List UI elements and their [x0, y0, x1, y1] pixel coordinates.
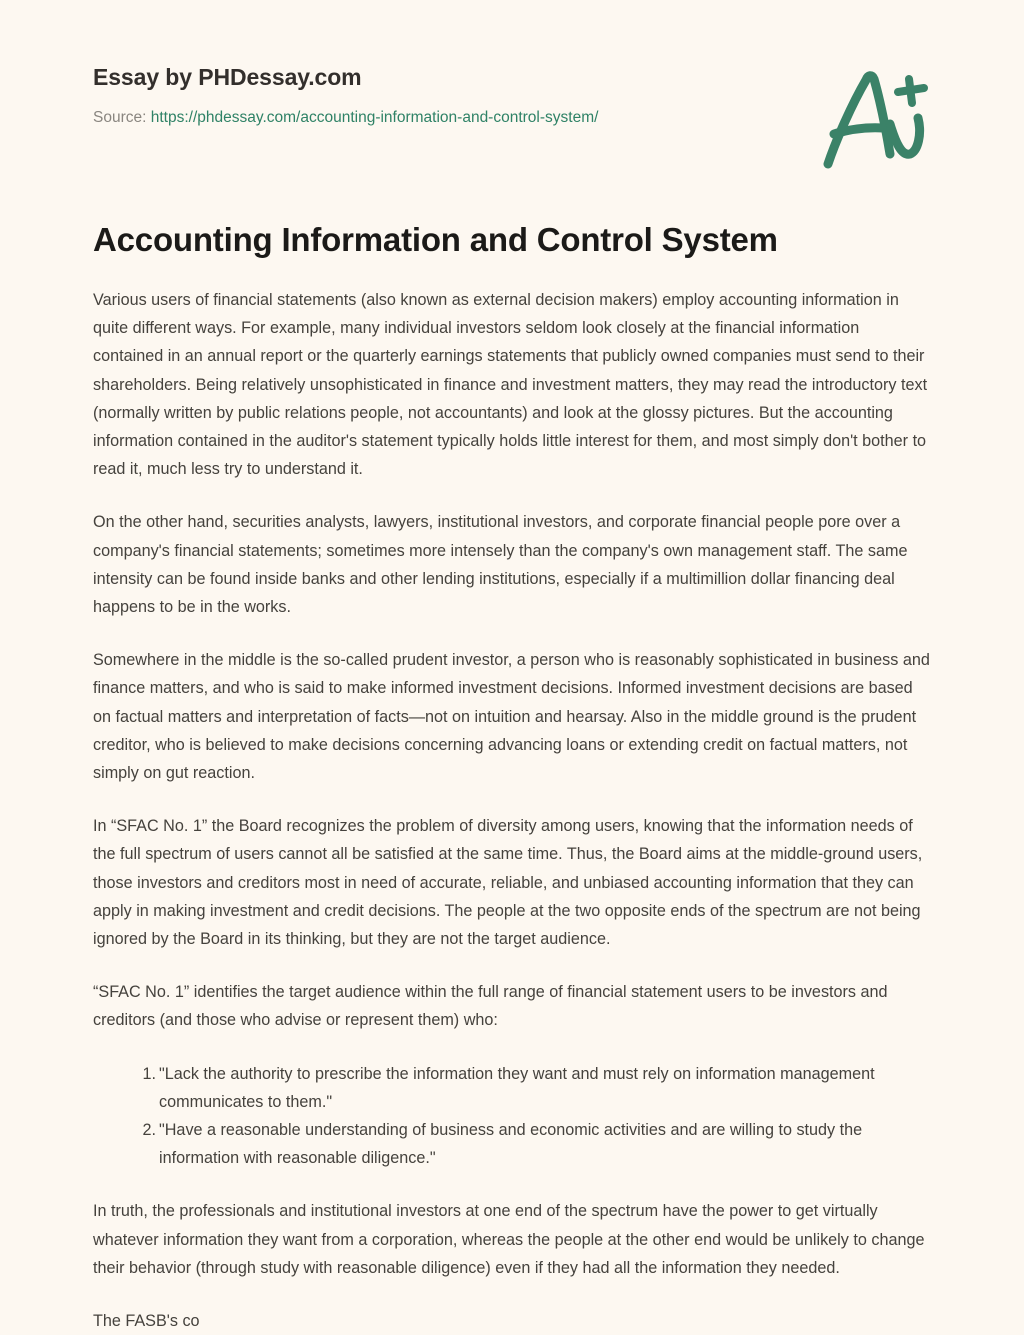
paragraph: In truth, the professionals and institutional investors at one end of the spectrum have the power to get virtually whatever information they want from a corporation, whereas the people at the other end would be unlikely to change their behavior (through study with reasonable diligence) even if they had all the information they needed.: [93, 1202, 925, 1277]
paragraph: Somewhere in the middle is the so-called prudent investor, a person who is reasonably sophisticated in business and finance matters, and who is said to make informed investment decisions. Informed investment decisions are based on factual matters and interpretation of facts—not on intuition and hearsay. Also in the middle ground is the prudent creditor, who is believed to make decisions concerning advancing loans or extending credit on factual matters, not simply on gut reaction.: [93, 651, 930, 783]
source-url-link[interactable]: https://phdessay.com/accounting-information-and-control-system/: [150, 108, 599, 126]
paragraph: Various users of financial statements (also known as external decision makers) employ accounting information in quite different ways. For example, many individual investors seldom look closely at the financial information contained in an annual report or the quarterly earnings statements that publicly owned companies must send to their shareholders. Being relatively unsophisticated in finance and investment matters, they may read the introductory text (normally written by public relations people, not accountants) and look at the glossy pictures. But the accounting information contained in the auditor's statement typically holds little interest for them, and most simply don't bother to read it, much less try to understand it.: [93, 291, 928, 479]
source-label: Source:: [93, 108, 147, 126]
paragraph: “SFAC No. 1” identifies the target audience within the full range of financial statement users to be investors and creditors (and those who advise or represent them) who:: [93, 983, 888, 1030]
paragraph-truncated: The FASB's co: [93, 1312, 200, 1331]
article-body: [93, 286, 933, 1335]
a-plus-logo-icon: [806, 62, 936, 172]
list-item: "Have a reasonable understanding of business and economic activities and are willing to study the information with reasonable diligence.": [159, 1121, 863, 1168]
paragraph: On the other hand, securities analysts, lawyers, institutional investors, and corporate financial people pore over a company's financial statements; sometimes more intensely than the company's own management staff. The same intensity can be found inside banks and other lending institutions, especially if a multimillion dollar financing deal happens to be in the works.: [93, 513, 908, 617]
brand-title: Essay by PHDessay.com: [93, 64, 362, 90]
paragraph: In “SFAC No. 1” the Board recognizes the problem of diversity among users, knowing that the information needs of the full spectrum of users cannot all be satisfied at the same time. Thus, the Board aims at the middle-ground users, those investors and creditors most in need of accurate, reliable, and unbiased accounting information that they can apply in making investment and credit decisions. The people at the two opposite ends of the spectrum are not being ignored by the Board in its thinking, but they are not the target audience.: [93, 817, 923, 949]
page-title: Accounting Information and Control System: [93, 221, 778, 258]
list-item: "Lack the authority to prescribe the information they want and must rely on information management communicates to them.": [159, 1064, 875, 1111]
